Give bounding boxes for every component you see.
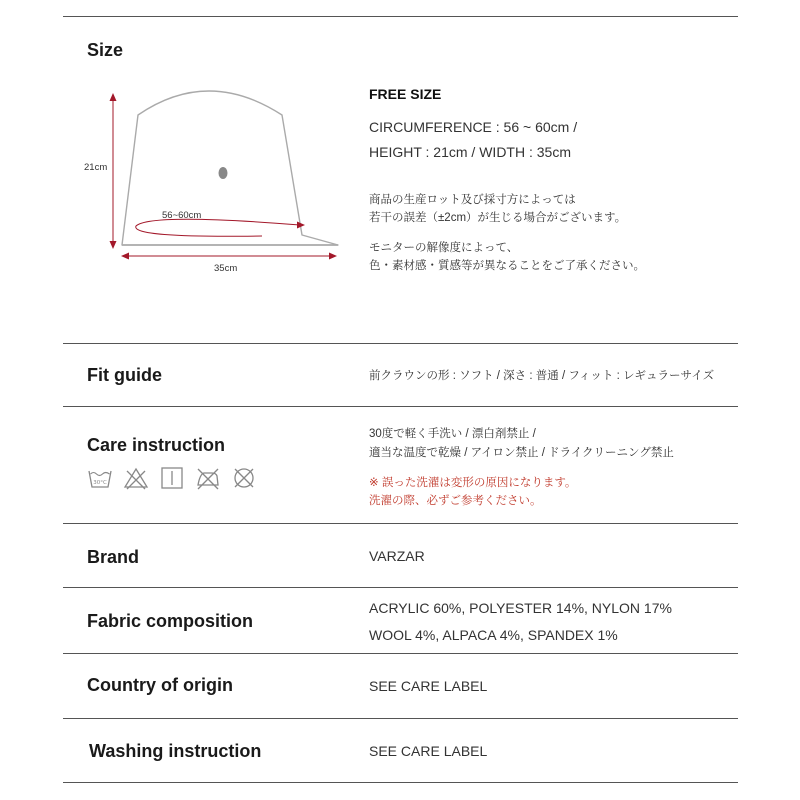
care-warning-2: 洗濯の際、必ずご参考ください。 <box>369 495 542 507</box>
fabric-line-1: ACRYLIC 60%, POLYESTER 14%, NYLON 17% <box>369 600 672 616</box>
hat-logo <box>219 167 228 179</box>
height-label: 21cm <box>84 162 108 173</box>
free-size-label: FREE SIZE <box>369 86 442 102</box>
divider-bottom <box>63 782 738 783</box>
fit-guide-heading: Fit guide <box>87 365 162 385</box>
spec-height-width: HEIGHT : 21cm / WIDTH : 35cm <box>369 144 571 160</box>
fabric-heading: Fabric composition <box>87 611 254 631</box>
care-line-2: 適当な温度で乾燥 / アイロン禁止 / ドライクリーニング禁止 <box>369 447 674 459</box>
care-icons <box>87 465 257 491</box>
circumference-label: 56~60cm <box>162 210 202 221</box>
fit-guide-value: 前クラウンの形 : ソフト / 深さ : 普通 / フィット : レギュラーサイズ <box>369 370 715 382</box>
hat-size-diagram <box>84 85 350 285</box>
fabric-line-2: WOOL 4%, ALPACA 4%, SPANDEX 1% <box>369 627 618 643</box>
washing-value: SEE CARE LABEL <box>369 743 488 759</box>
circumference-curve <box>136 219 300 236</box>
divider-fabric <box>63 653 738 654</box>
size-heading: Size <box>87 40 124 60</box>
origin-heading: Country of origin <box>87 675 233 695</box>
note-measurement-2: 若干の誤差（±2cm）が生じる場合がございます。 <box>369 212 627 224</box>
origin-value: SEE CARE LABEL <box>369 678 488 694</box>
hat-outline <box>122 91 338 245</box>
care-warning-1: ※ 誤った洗濯は変形の原因になります。 <box>369 477 577 489</box>
hand-wash-30-icon <box>87 465 113 491</box>
no-iron-icon <box>195 465 221 491</box>
spec-circumference: CIRCUMFERENCE : 56 ~ 60cm / <box>369 119 578 135</box>
note-monitor-2: 色・素材感・質感等が異なることをご了承ください。 <box>369 260 645 272</box>
svg-text:30°C: 30°C <box>93 480 107 486</box>
divider-size <box>63 343 738 344</box>
divider-origin <box>63 718 738 719</box>
note-measurement-1: 商品の生産ロット及び採寸方によっては <box>369 194 576 206</box>
washing-heading: Washing instruction <box>89 741 262 761</box>
brand-value: VARZAR <box>369 548 425 564</box>
no-dry-clean-icon <box>231 465 257 491</box>
care-line-1: 30度で軽く手洗い / 漂白剤禁止 / <box>369 428 536 440</box>
tumble-dry-icon <box>159 465 185 491</box>
width-label: 35cm <box>214 263 238 274</box>
note-monitor-1: モニターの解像度によって、 <box>369 242 519 254</box>
divider-fit <box>63 406 738 407</box>
no-bleach-icon <box>123 465 149 491</box>
divider-brand <box>63 587 738 588</box>
divider-top <box>63 16 738 17</box>
brand-heading: Brand <box>87 547 140 567</box>
divider-care <box>63 523 738 524</box>
care-heading: Care instruction <box>87 435 226 455</box>
